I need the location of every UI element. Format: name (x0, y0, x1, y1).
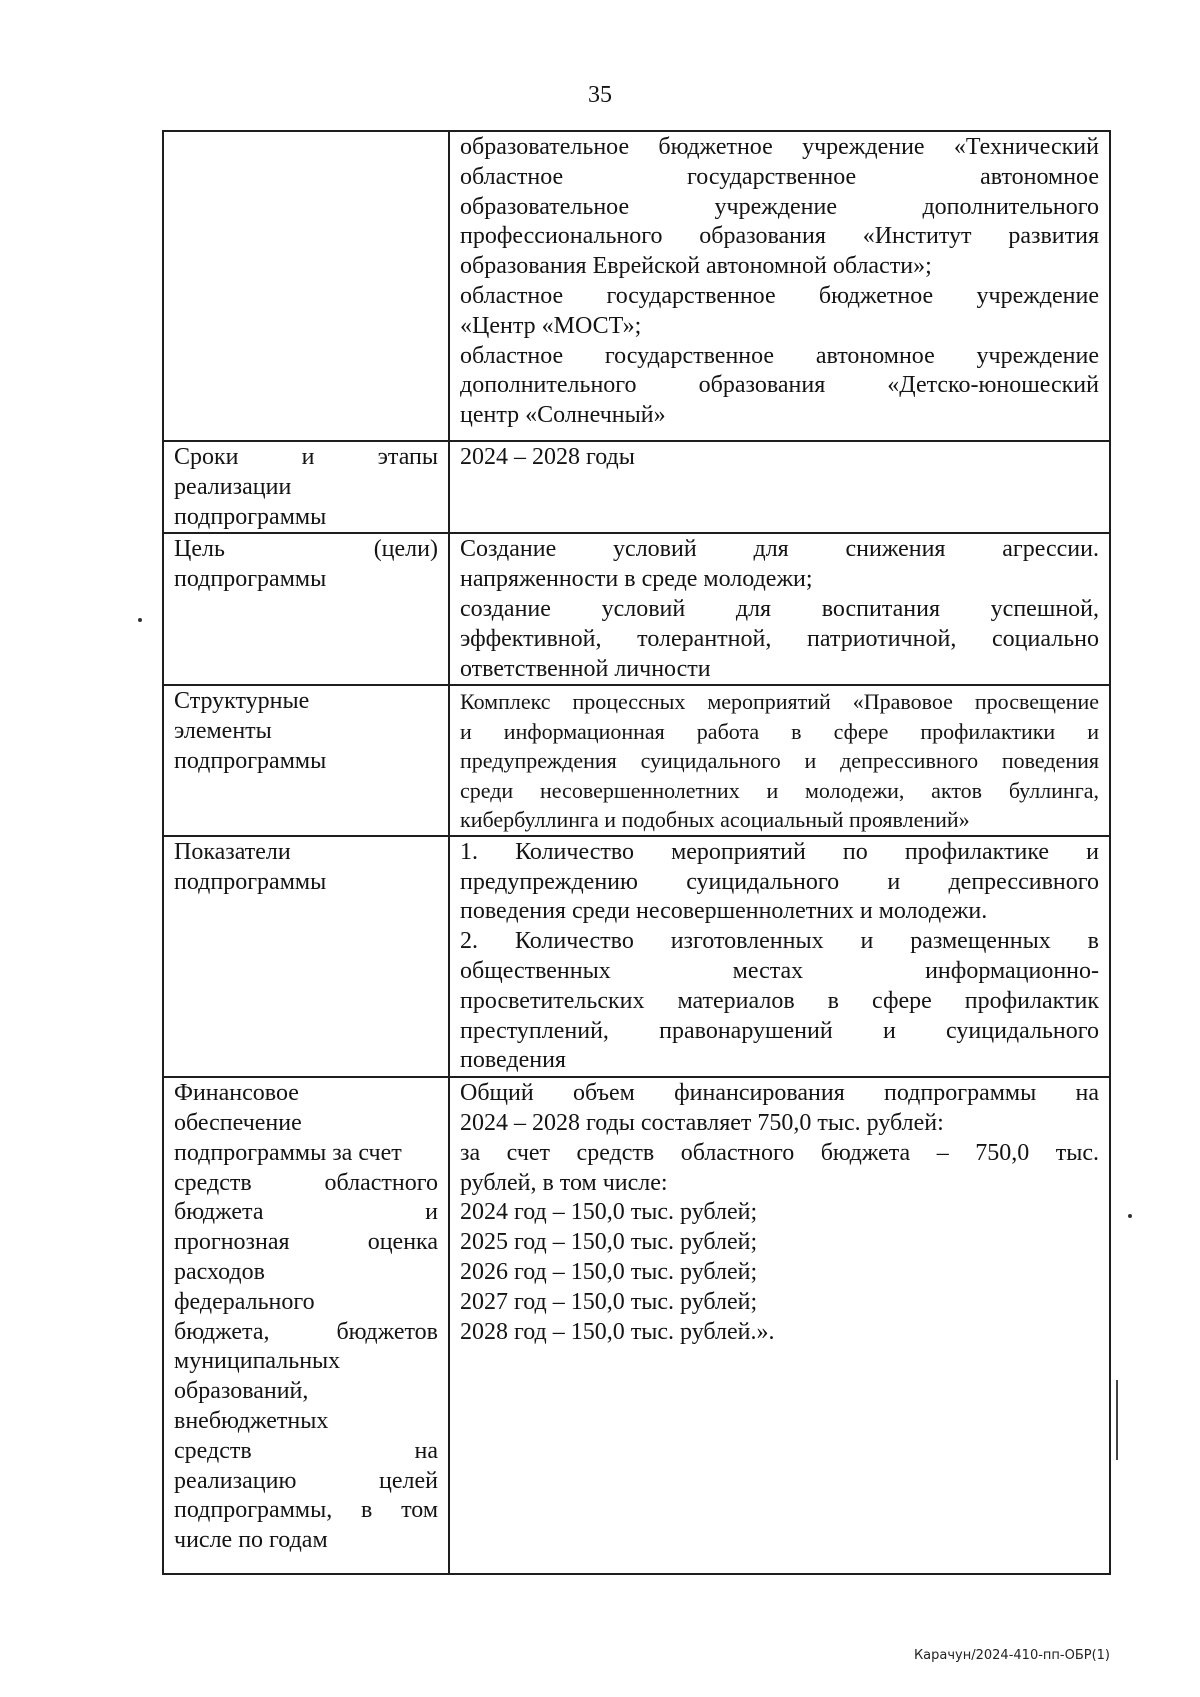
scan-speck (138, 618, 142, 622)
label-line: образований, (174, 1378, 309, 1405)
row-value (449, 533, 1110, 685)
text-line: Создание условий для снижения агрессии. (460, 536, 1099, 563)
row-label (163, 131, 449, 441)
text-line: 1. Количество мероприятий по профилактике и (460, 838, 1099, 865)
label-line: подпрограммы (174, 503, 327, 530)
text-line: Комплекс процессных мероприятий «Правовое просвещение (460, 689, 1099, 715)
text-line: 2024 – 2028 годы (460, 444, 635, 470)
text-line: ответственной личности (460, 655, 711, 682)
text-line: 2027 год – 150,0 тыс. рублей; (460, 1288, 758, 1315)
text-line: областное государственное автономное (460, 163, 1099, 190)
document-footer-id: Карачун/2024-410-пп-ОБР(1) (913, 1648, 1110, 1663)
text-line: образования Еврейской автономной области»; (460, 253, 932, 280)
row-label (163, 685, 449, 836)
row-value (449, 441, 1110, 533)
label-line: подпрограммы (174, 868, 327, 895)
text-line: Общий объем финансирования подпрограммы на (460, 1080, 1099, 1107)
label-line: Цель (цели) (174, 536, 438, 563)
text-line: рублей, в том числе: (460, 1169, 668, 1196)
text-line: создание условий для воспитания успешной, (460, 595, 1099, 622)
table-row-goals (163, 533, 1110, 685)
label-line: реализацию целей (174, 1467, 438, 1494)
row-value (449, 685, 1110, 836)
text-line: поведения среди несовершеннолетних и молодежи. (460, 898, 988, 925)
label-line: обеспечение (174, 1110, 302, 1137)
row-label (163, 441, 449, 533)
row-label (163, 1077, 449, 1574)
text-line: преступлений, правонарушений и суицидального (460, 1017, 1099, 1044)
label-line: подпрограммы, в том (174, 1497, 438, 1524)
table-row-terms (163, 441, 1110, 533)
subprogram-passport-table (162, 130, 1111, 1575)
label-line: подпрограммы за счет (174, 1139, 402, 1166)
text-line: 2026 год – 150,0 тыс. рублей; (460, 1259, 758, 1286)
label-line: подпрограммы (174, 747, 327, 774)
row-label (163, 836, 449, 1077)
text-line: предупреждению суицидального и депрессивного (460, 868, 1099, 895)
label-line: средств областного (174, 1169, 438, 1196)
label-line: реализации (174, 473, 292, 500)
label-line: прогнозная оценка (174, 1229, 438, 1256)
text-line: образовательное учреждение дополнительного (460, 193, 1099, 220)
label-line: подпрограммы (174, 566, 327, 593)
label-line: Сроки и этапы (174, 444, 438, 470)
label-line: элементы (174, 718, 272, 745)
label-line: числе по годам (174, 1527, 328, 1554)
text-line: кибербуллинга и подобных асоциальный проявлений» (460, 807, 970, 833)
text-line: профессионального образования «Институт развития (460, 223, 1099, 250)
text-line: общественных местах информационно- (460, 958, 1099, 985)
label-line: Показатели (174, 838, 291, 865)
text-line: поведения (460, 1047, 566, 1074)
text-line: 2024 – 2028 годы составляет 750,0 тыс. рублей: (460, 1110, 944, 1137)
text-line: напряженности в среде молодежи; (460, 566, 813, 593)
text-line: за счет средств областного бюджета – 750,0 тыс. (460, 1139, 1099, 1166)
scan-speck (1128, 1214, 1132, 1218)
text-line: 2024 год – 150,0 тыс. рублей; (460, 1199, 758, 1226)
label-line: Финансовое (174, 1080, 299, 1107)
page-number: 35 (588, 82, 612, 108)
text-line: предупреждения суицидального и депрессивного поведения (460, 748, 1099, 774)
text-line: областное государственное бюджетное учреждение (460, 282, 1099, 309)
table-row-participants (163, 131, 1110, 441)
label-line: средств на (174, 1437, 438, 1464)
label-line: Структурные (174, 688, 310, 715)
label-line: расходов (174, 1259, 265, 1286)
text-line: областное государственное автономное учреждение (460, 342, 1099, 369)
text-line: центр «Солнечный» (460, 402, 666, 429)
table-row-financing (163, 1077, 1110, 1574)
table-row-structural-elements (163, 685, 1110, 836)
table-row-indicators (163, 836, 1110, 1077)
text-line: «Центр «МОСТ»; (460, 312, 642, 339)
label-line: внебюджетных (174, 1408, 329, 1435)
text-line: образовательное бюджетное учреждение «Технический (460, 134, 1099, 160)
row-label (163, 533, 449, 685)
label-line: бюджета, бюджетов (174, 1318, 438, 1345)
row-value (449, 131, 1110, 441)
text-line: 2025 год – 150,0 тыс. рублей; (460, 1229, 758, 1256)
text-line: эффективной, толерантной, патриотичной, социально (460, 625, 1099, 652)
text-line: 2028 год – 150,0 тыс. рублей.». (460, 1318, 775, 1345)
text-line: среди несовершеннолетних и молодежи, актов буллинга, (460, 777, 1099, 803)
text-line: просветительских материалов в сфере профилактик (460, 987, 1099, 1014)
label-line: муниципальных (174, 1348, 341, 1375)
text-line: 2. Количество изготовленных и размещенных в (460, 928, 1099, 955)
text-line: и информационная работа в сфере профилактики и (460, 718, 1099, 744)
label-line: бюджета и (174, 1199, 438, 1226)
scan-edge-mark (1116, 1380, 1118, 1460)
text-line: дополнительного образования «Детско-юношеский (460, 372, 1099, 399)
label-line: федерального (174, 1288, 315, 1315)
row-value (449, 836, 1110, 1077)
row-value (449, 1077, 1110, 1574)
